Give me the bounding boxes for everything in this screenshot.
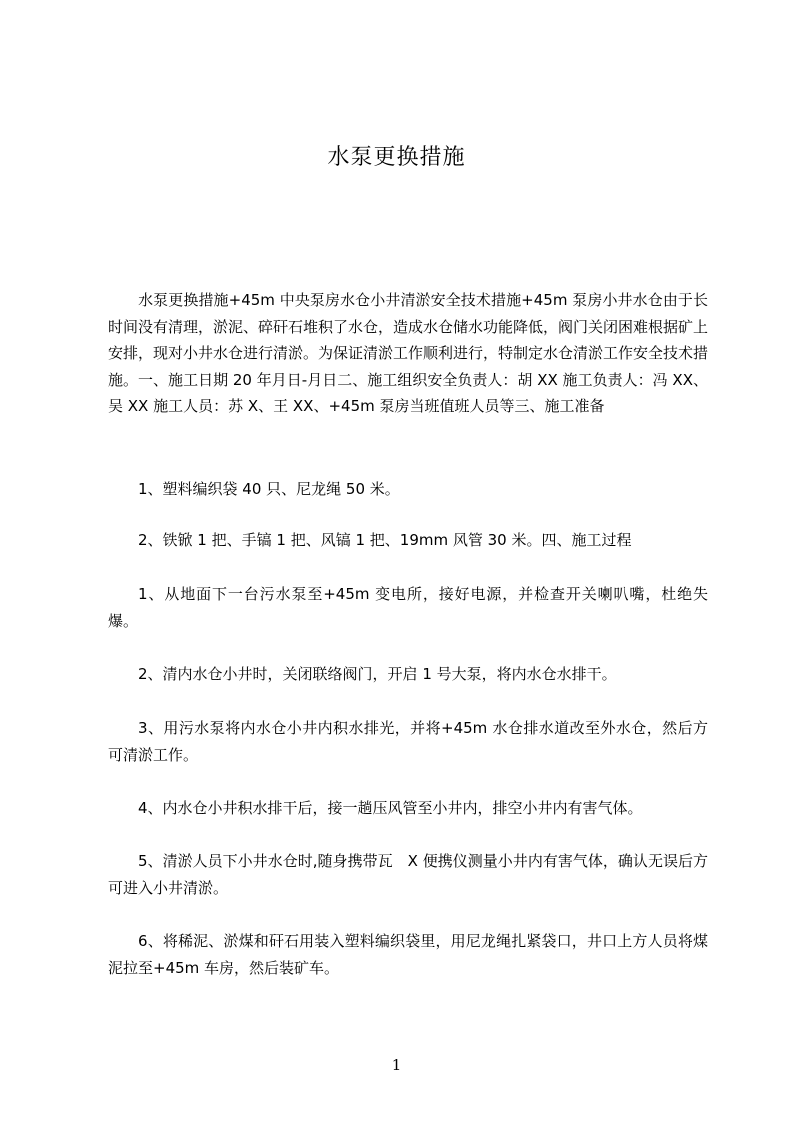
paragraph-prep-item-2 [108,527,708,554]
paragraph-text: 2、清内水仓小井时，关闭联络阀门，开启 1 号大泵，将内水仓水排干。 [138,665,617,683]
paragraph-process-item-1 [108,581,708,634]
paragraph-process-item-5 [108,848,708,901]
paragraph-intro [108,287,708,420]
paragraph-process-item-3 [108,715,708,768]
paragraph-process-item-2 [108,661,708,688]
paragraph-text: 2、铁锨 1 把、手镐 1 把、风镐 1 把、19mm 风管 30 米。四、施工过程 [138,531,632,549]
paragraph-text: 水泵更换措施+45m 中央泵房水仓小井清淤安全技术措施+45m 泵房小井水仓由于长时间没有清理，淤泥、碎矸石堆积了水仓，造成水仓储水功能降低，阀门关闭困难根据矿上安排，现对小井水仓进行清淤。为保证清淤工作顺利进行，特制定水仓清淤工作安全技术措施。一、施工日期 20 年月日-月日二、施工组织安全负责人：胡 XX 施工负责人：冯 XX、吴 XX 施工人员：苏 X、王 XX、+45m 泵房当班值班人员等三、施工准备 [108,291,709,415]
paragraph-text: 6、将稀泥、淤煤和矸石用装入塑料编织袋里，用尼龙绳扎紧袋口，井口上方人员将煤泥拉至+45m 车房，然后装矿车。 [108,932,708,977]
paragraph-prep-item-1 [108,476,708,503]
page-title: 水泵更换措施 [327,145,466,170]
paragraph-text: 3、用污水泵将内水仓小井内积水排光，并将+45m 水仓排水道改至外水仓，然后方可清淤工作。 [108,719,708,764]
paragraph-text: 4、内水仓小井积水排干后，接一趟压风管至小井内，排空小井内有害气体。 [138,799,643,817]
page-number: 1 [391,1056,402,1074]
paragraph-process-item-6 [108,928,708,981]
paragraph-text: 1、塑料编织袋 40 只、尼龙绳 50 米。 [138,480,400,498]
paragraph-process-item-4 [108,795,708,822]
paragraph-text: 5、清淤人员下小井水仓时,随身携带瓦 X 便携仪测量小井内有害气体，确认无误后方可进入小井清淤。 [108,852,708,897]
paragraph-text: 1、从地面下一台污水泵至+45m 变电所，接好电源，并检查开关喇叭嘴，杜绝失爆。 [108,585,708,630]
